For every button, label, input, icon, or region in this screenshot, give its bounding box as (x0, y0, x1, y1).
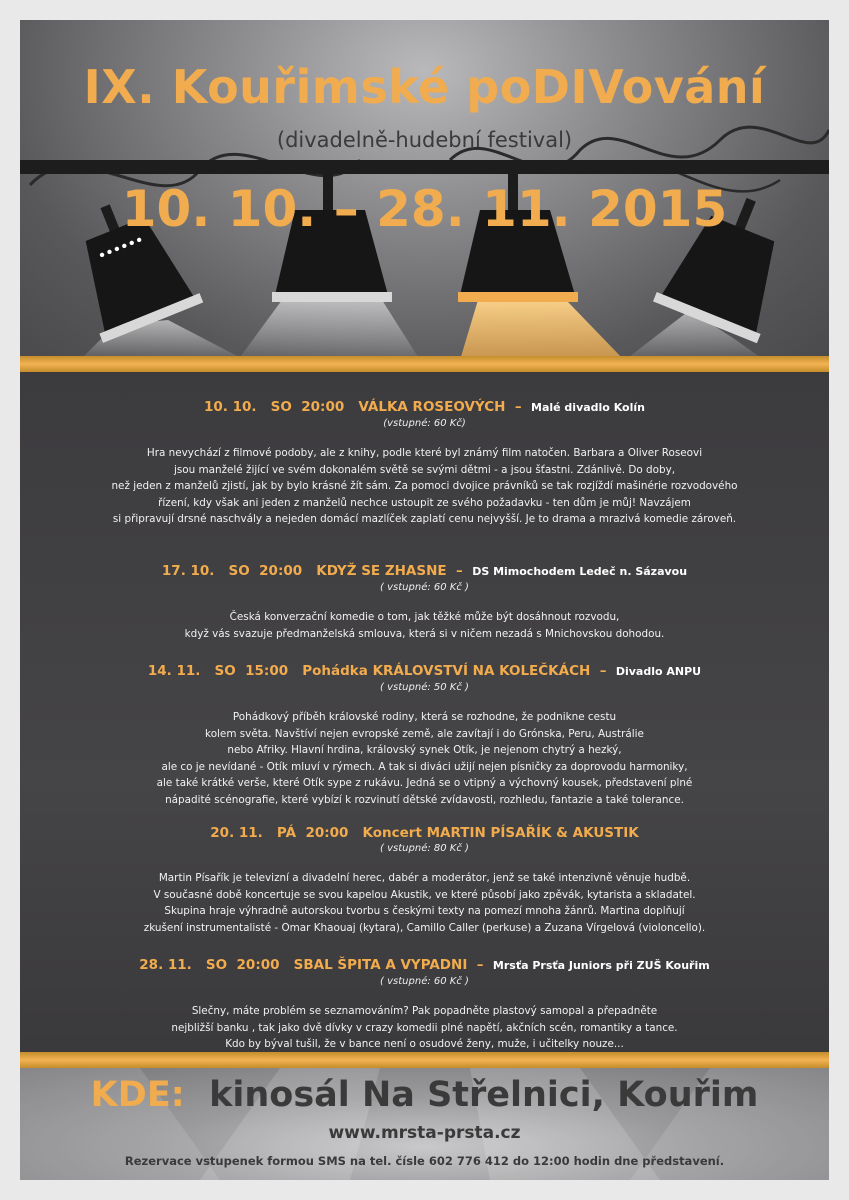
event-separator: – (599, 663, 607, 679)
description-line: zkušení instrumentalisté - Omar Khaouaj (kytara), Camillo Caller (perkuse) a Zuzana Vírgelová (violoncello). (143, 921, 706, 934)
description-line: Hra nevychází z filmové podoby, ale z knihy, podle které byl známý film natočen. Barbara a Oliver Roseovi (146, 447, 703, 459)
event-date: 10. 10. (204, 399, 257, 415)
description-line: Kdo by býval tušil, že v bance není o osudové ženy, muže, i učitelky nouze... (225, 1038, 624, 1050)
description-line: jsou manželé žijící ve svém dokonalém světě se svými dětmi - a jsou šťastni. Zdánlivě. Do doby, (173, 463, 676, 476)
event-heading (20, 562, 829, 581)
event-separator: – (456, 563, 463, 579)
description-line: Skupina hraje výhradně autorskou tvorbu s českými texty na pomezí mnoha žánrů. Martina doplňují (164, 905, 685, 917)
event-valka-roseovych (20, 398, 829, 528)
gold-divider-top (20, 356, 829, 372)
description-line: ale také krátké verše, které Otík sype z rukávu. Jedná se o vtipný a výchovný kousek, představení plné (156, 777, 693, 789)
description-line: Martin Písařík je televizní a divadelní herec, dabér a moderátor, jenž se také intenzivně věnuje hudbě. (158, 872, 691, 884)
festival-poster (20, 20, 829, 1180)
event-date: 17. 10. (161, 563, 215, 579)
festival-dates: 10. 10. – 28. 11. 2015 (121, 180, 728, 238)
event-day: PÁ (276, 825, 297, 841)
event-description (20, 709, 829, 808)
description-line: Slečny, máte problém se seznamováním? Pak popadněte plastový samopal a přepadněte (191, 1005, 658, 1017)
event-title: SBAL ŠPITA A VYPADNI (293, 957, 468, 973)
event-heading (20, 824, 829, 842)
event-koncert-martin-pisarik (20, 824, 829, 936)
event-title: Koncert MARTIN PÍSAŘÍK & AKUSTIK (362, 825, 639, 841)
description-line: když vás svazuje předmanželská smlouva, která si v ničem nezadá s Mnichovskou dohodou. (184, 627, 665, 640)
description-line: kolem světa. Navštíví nejen evropské země, ale zavítají i do Grónska, Peru, Austrálie (205, 727, 644, 740)
description-line: Česká konverzační komedie o tom, jak těžké může být dosáhnout rozvodu, (229, 611, 620, 623)
event-day: SO (228, 563, 250, 579)
event-venue: DS Mimochodem Ledeč n. Sázavou (472, 565, 688, 578)
description-line: si připravují drsné naschvály a nejeden domácí mazlíček zaplatí cenu nejvyšší. Je to drama a mrazivá komedie zároveň. (112, 513, 737, 525)
event-kdyz-se-zhasne (20, 562, 829, 642)
description-line: nebo Afriky. Hlavní hrdina, královský synek Otík, je nejenom chytrý a hezký, (227, 744, 622, 756)
description-line: nejbližší banku , tak jako dvě dívky v crazy komedii plné napětí, akčních scén, romantiky a tance. (171, 1021, 678, 1034)
event-description (20, 609, 829, 642)
event-title: Pohádka KRÁLOVSTVÍ NA KOLEČKÁCH (302, 663, 591, 679)
truss-bar (20, 160, 829, 174)
event-day: SO (205, 957, 228, 973)
event-sbal-spita-a-vypadni (20, 956, 829, 1053)
event-description (20, 445, 829, 528)
event-heading (20, 662, 829, 681)
event-title: KDYŽ SE ZHASNE (316, 563, 447, 579)
event-separator: – (476, 957, 484, 973)
event-time: 20:00 (259, 563, 303, 579)
event-separator: – (514, 399, 522, 415)
event-description (20, 870, 829, 936)
event-venue: Divadlo ANPU (615, 665, 702, 678)
event-price: (vstupné: 60 Kč) (383, 418, 466, 429)
event-date: 28. 11. (139, 957, 192, 973)
where-label: KDE: (90, 1075, 185, 1115)
event-price: ( vstupné: 50 Kč ) (380, 682, 469, 693)
description-line: než jeden z manželů zjistí, jak by bylo krásné žít sám. Za pomoci dvojice právníků se tak rozjíždí mašinérie rozvodového (111, 480, 738, 492)
event-heading (20, 956, 829, 975)
event-title: VÁLKA ROSEOVÝCH (358, 399, 506, 415)
where-place: kinosál Na Střelnici, Kouřim (209, 1075, 759, 1115)
venue-line (20, 1075, 829, 1115)
event-venue: Mrsťa Prsťa Juniors při ZUŠ Kouřim (492, 959, 710, 972)
event-time: 20:00 (301, 399, 345, 415)
event-day: SO (270, 399, 292, 415)
festival-title: IX. Kouřimské poDIVování (83, 60, 766, 114)
description-line: ale co je nevídané - Otík mluví v rýmech. A tak si diváci užijí nejen písničky za doprovodu harmoniky, (161, 760, 688, 773)
event-day: SO (214, 663, 236, 679)
event-price: ( vstupné: 80 Kč ) (380, 843, 469, 854)
program-list (20, 372, 829, 1052)
event-time: 20:00 (305, 825, 349, 841)
event-venue: Malé divadlo Kolín (531, 401, 645, 414)
event-date: 20. 11. (210, 825, 263, 841)
reservation-info: Rezervace vstupenek formou SMS na tel. čísle 602 776 412 do 12:00 hodin dne představení. (124, 1154, 725, 1168)
description-line: nápadité scénografie, které vybízí k rozvinutí dětské zvídavosti, rozhledu, fantazie a také tolerance. (165, 793, 684, 806)
poster-header (20, 20, 829, 360)
event-heading (20, 398, 829, 417)
festival-subtitle: (divadelně-hudební festival) (276, 128, 573, 152)
event-price: ( vstupné: 60 Kč ) (380, 976, 469, 987)
event-time: 15:00 (245, 663, 289, 679)
poster-footer (20, 1068, 829, 1180)
event-description (20, 1003, 829, 1053)
gold-divider-bottom (20, 1052, 829, 1068)
description-line: řízení, kdy však ani jeden z manželů nechce ustoupit ze svého požadavku - ten dům je můj! Navzájem (158, 496, 691, 509)
event-date: 14. 11. (147, 663, 201, 679)
event-price: ( vstupné: 60 Kč ) (380, 582, 469, 593)
description-line: Pohádkový příběh královské rodiny, která se rozhodne, že podnikne cestu (232, 711, 617, 723)
website-link[interactable]: www.mrsta-prsta.cz (328, 1123, 521, 1143)
event-time: 20:00 (236, 957, 280, 973)
description-line: V současné době koncertuje se svou kapelou Akustik, ve které působí jako zpěvák, kytarista a skladatel. (153, 888, 696, 901)
event-kralovstvi-na-koleckach (20, 662, 829, 808)
